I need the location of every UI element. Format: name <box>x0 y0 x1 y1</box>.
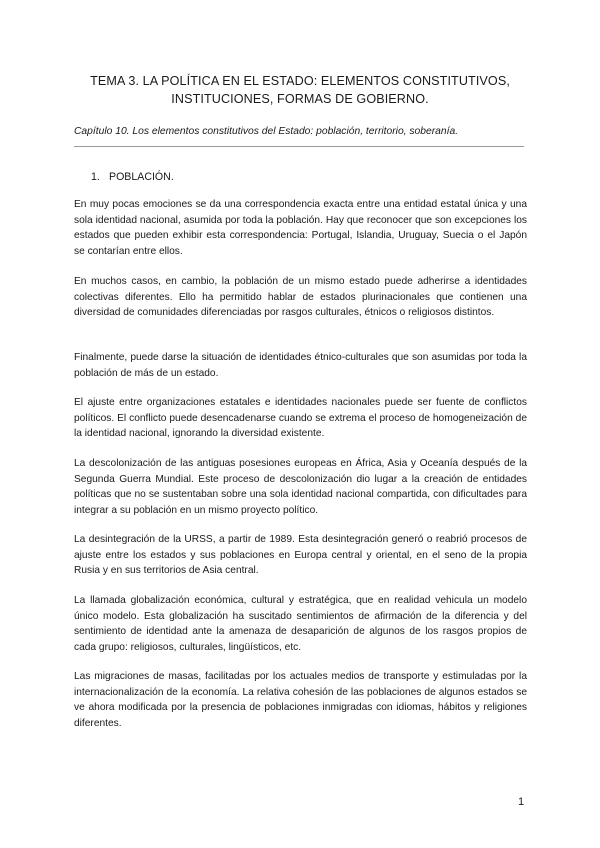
paragraph: La llamada globalización económica, cultural y estratégica, que en realidad vehicula un modelo único modelo. Esta globalización ha suscitado sentimientos de afirmación de la diferencia y del sentimiento de identidad ante la amenaza de desaparición de algunos de los rasgos propios de cada grupo: religiosos, culturales, lingüísticos, etc. <box>74 595 527 653</box>
paragraph: El ajuste entre organizaciones estatales e identidades nacionales puede ser fuente de conflictos políticos. El conflicto puede desencadenarse cuando se extrema el proceso de homogeneización de la identidad nacional, ignorando la diversidad existente. <box>74 397 527 440</box>
paragraph: En muchos casos, en cambio, la población de un mismo estado puede adherirse a identidades colectivas diferentes. Ello ha permitido hablar de estados plurinacionales que contienen una diversidad de comunidades diferenciadas por rasgos culturales, étnicos o religiosos distintos. <box>74 276 527 319</box>
title-line-1: TEMA 3. LA POLÍTICA EN EL ESTADO: ELEMENTOS CONSTITUTIVOS, <box>90 74 510 88</box>
paragraph: Las migraciones de masas, facilitadas por los actuales medios de transporte y estimuladas por la internacionalización de la economía. La relativa cohesión de las poblaciones de algunos estados se ve ahora modificada por la presencia de poblaciones inmigradas con idiomas, hábitos y religiones diferentes. <box>74 671 527 729</box>
section-number: 1. <box>91 171 100 183</box>
title-line-2: INSTITUCIONES, FORMAS DE GOBIERNO. <box>171 92 429 106</box>
section-title: POBLACIÓN. <box>109 171 174 183</box>
paragraph: En muy pocas emociones se da una correspondencia exacta entre una entidad estatal única y una sola identidad nacional, asumida por toda la población. Hay que reconocer que son excepciones los estados que pueden exhibir esta correspondencia: Portugal, Islandia, Uruguay, Suecia o el Japón se contarían entre ellos. <box>74 199 527 257</box>
document-title <box>60 72 540 108</box>
paragraph: La desintegración de la URSS, a partir de 1989. Esta desintegración generó o reabrió procesos de ajuste entre los estados y sus poblaciones en Europa central y oriental, en el seno de la propia Rusia y en sus territorios de Asia central. <box>74 534 527 577</box>
paragraph: Finalmente, puede darse la situación de identidades étnico-culturales que son asumidas por toda la población de más de un estado. <box>74 352 527 379</box>
paragraph: La descolonización de las antiguas posesiones europeas en África, Asia y Oceanía después de la Segunda Guerra Mundial. Este proceso de descolonización dio lugar a la creación de entidades políticas que no se sustentaban sobre una sola identidad nacional compartida, con dificultades para integrar a su población en un mismo proyecto político. <box>74 458 527 516</box>
section-heading <box>91 170 174 184</box>
divider <box>74 146 524 147</box>
page-number: 1 <box>518 796 525 808</box>
chapter-subtitle: Capítulo 10. Los elementos constitutivos del Estado: población, territorio, soberanía. <box>74 126 459 137</box>
